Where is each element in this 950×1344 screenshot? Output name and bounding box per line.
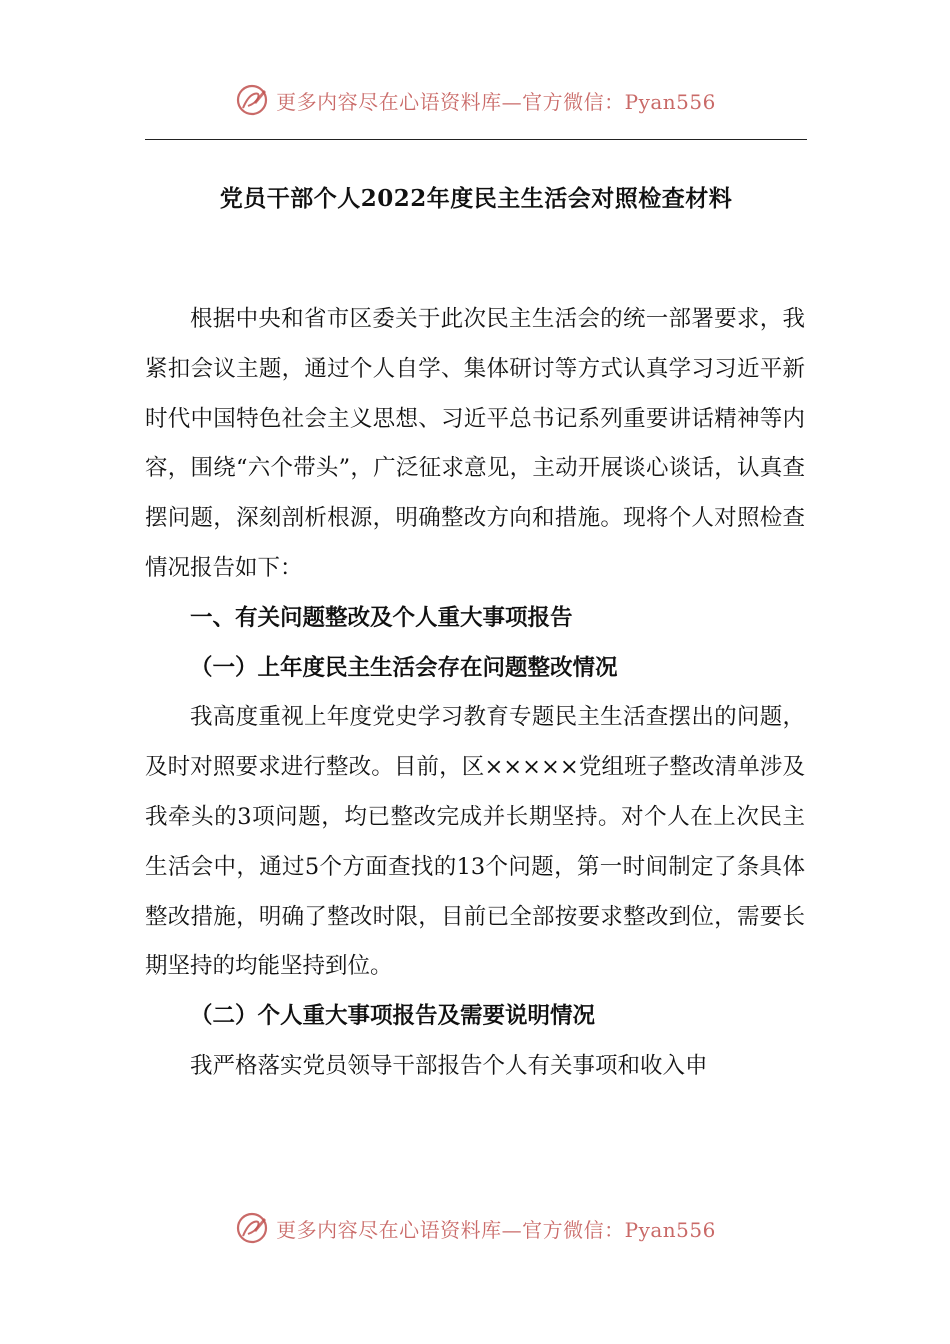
paragraph-rectification: 我高度重视上年度党史学习教育专题民主生活查摆出的问题，及时对照要求进行整改。目前，区×××××党组班子整改清单涉及我牵头的3项问题，均已整改完成并长期坚持。对个人在上次民主生活会中，通过5个方面查找的13个问题，第一时间制定了条具体整改措施，明确了整改时限，目前已全部按要求整改到位，需要长期坚持的均能坚持到位。 [145, 704, 805, 980]
document-body [145, 295, 805, 1092]
paragraph-report: 我严格落实党员领导干部报告个人有关事项和收入申 [190, 1052, 708, 1079]
subsection-heading-2: （二）个人重大事项报告及需要说明情况 [190, 1003, 596, 1030]
footer-banner [0, 1210, 950, 1246]
pen-signature-logo-icon [234, 1210, 270, 1246]
subsection-heading-1: （一）上年度民主生活会存在问题整改情况 [190, 654, 618, 681]
header-banner [0, 82, 950, 118]
pen-signature-logo-icon [234, 82, 270, 118]
banner-text: 更多内容尽在心语资料库—官方微信：Pyan556 [276, 1217, 716, 1242]
header-divider [145, 139, 807, 140]
document-title: 党员干部个人2022年度民主生活会对照检查材料 [219, 185, 733, 212]
banner-text: 更多内容尽在心语资料库—官方微信：Pyan556 [276, 89, 716, 114]
section-heading-1: 一、有关问题整改及个人重大事项报告 [190, 604, 573, 631]
paragraph-intro: 根据中央和省市区委关于此次民主生活会的统一部署要求，我紧扣会议主题，通过个人自学、集体研讨等方式认真学习习近平新时代中国特色社会主义思想、习近平总书记系列重要讲话精神等内容，围绕“六个带头”，广泛征求意见，主动开展谈心谈话，认真查摆问题，深刻剖析根源，明确整改方向和措施。现将个人对照检查情况报告如下： [145, 306, 805, 581]
